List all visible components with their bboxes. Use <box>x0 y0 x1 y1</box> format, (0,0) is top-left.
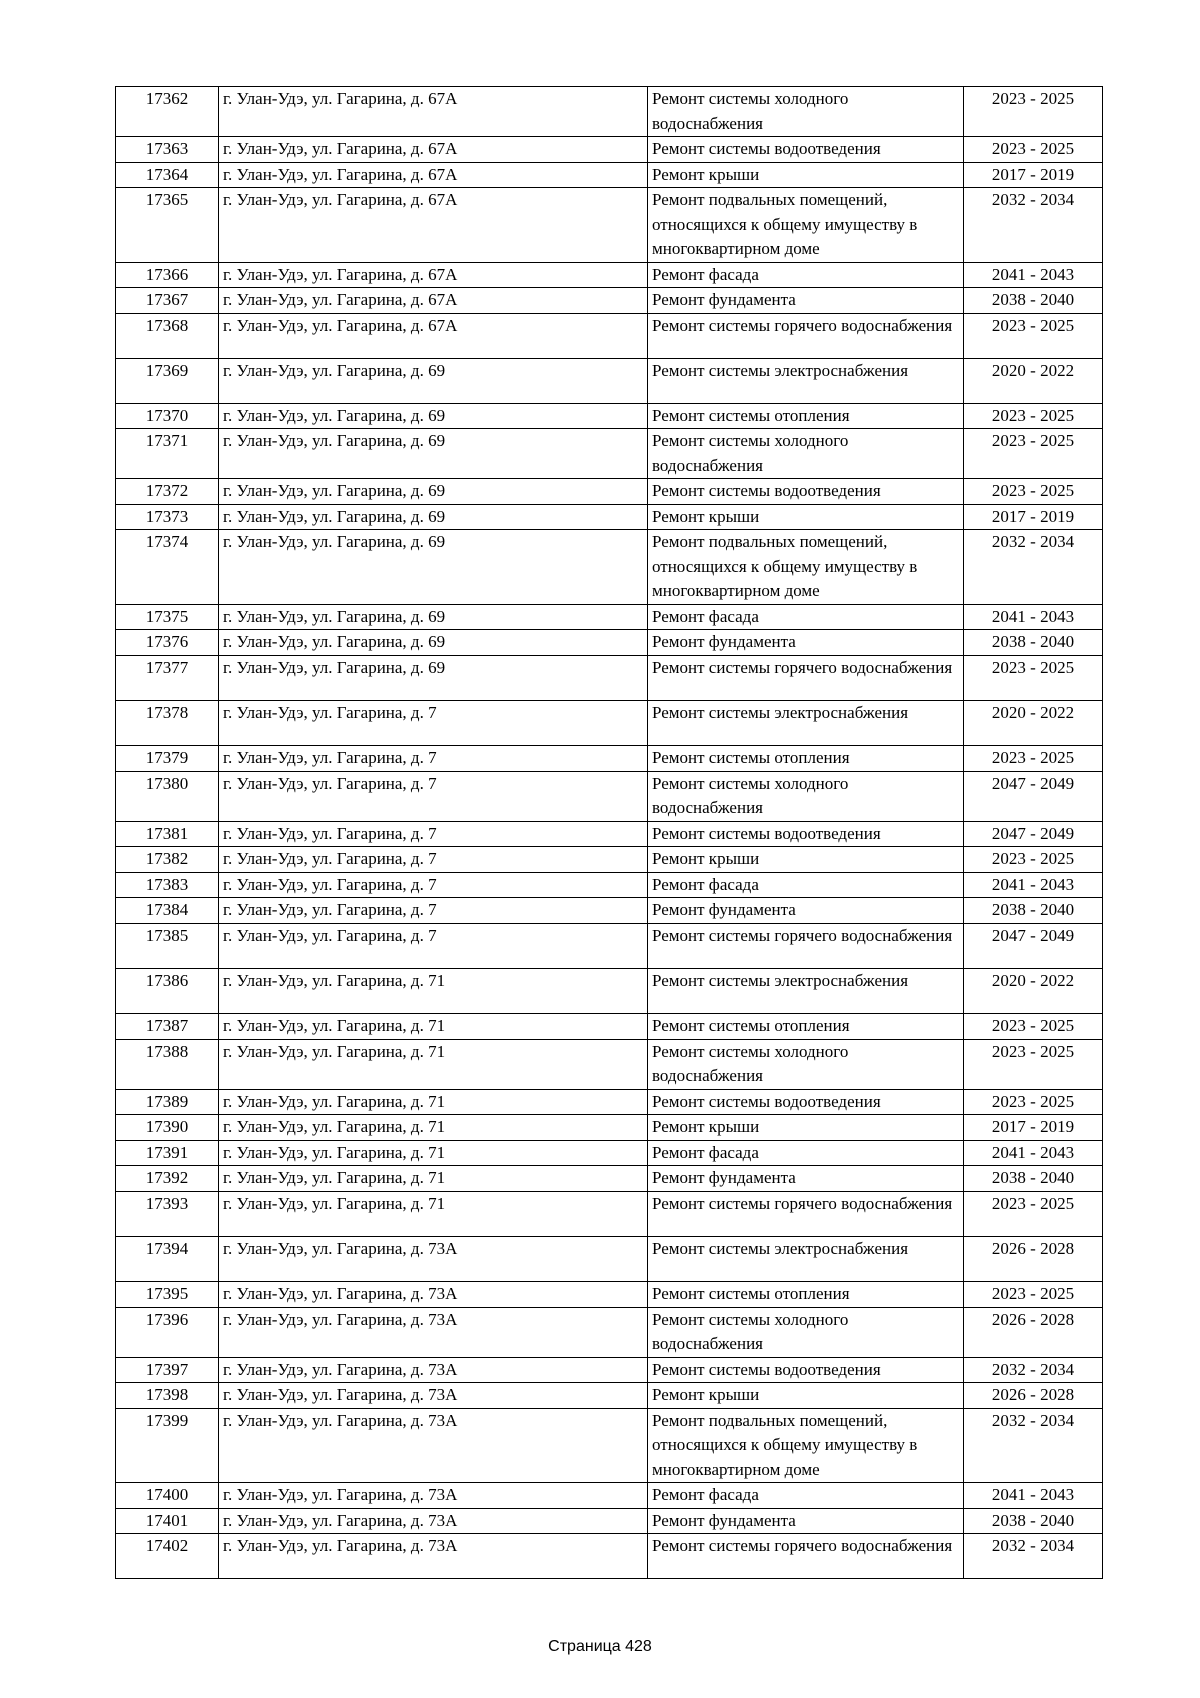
period-cell: 2017 - 2019 <box>964 504 1103 530</box>
work-type-cell: Ремонт фундамента <box>648 288 964 314</box>
row-number-cell: 17389 <box>116 1089 219 1115</box>
table-row <box>116 1483 1103 1509</box>
work-type-cell: Ремонт системы электроснабжения <box>648 358 964 403</box>
table-row <box>116 358 1103 403</box>
table-row <box>116 1166 1103 1192</box>
period-cell: 2026 - 2028 <box>964 1383 1103 1409</box>
row-number-cell: 17377 <box>116 655 219 700</box>
address-cell: г. Улан-Удэ, ул. Гагарина, д. 73А <box>219 1307 648 1357</box>
period-cell: 2023 - 2025 <box>964 1191 1103 1236</box>
row-number-cell: 17363 <box>116 137 219 163</box>
work-type-cell: Ремонт крыши <box>648 847 964 873</box>
table-row <box>116 1191 1103 1236</box>
address-cell: г. Улан-Удэ, ул. Гагарина, д. 71 <box>219 1039 648 1089</box>
work-type-cell: Ремонт системы горячего водоснабжения <box>648 655 964 700</box>
row-number-cell: 17383 <box>116 872 219 898</box>
work-type-cell: Ремонт системы горячего водоснабжения <box>648 313 964 358</box>
table-row <box>116 746 1103 772</box>
address-cell: г. Улан-Удэ, ул. Гагарина, д. 7 <box>219 898 648 924</box>
period-cell: 2032 - 2034 <box>964 1357 1103 1383</box>
period-cell: 2023 - 2025 <box>964 1014 1103 1040</box>
table-row <box>116 847 1103 873</box>
address-cell: г. Улан-Удэ, ул. Гагарина, д. 69 <box>219 358 648 403</box>
table-row <box>116 530 1103 605</box>
address-cell: г. Улан-Удэ, ул. Гагарина, д. 73А <box>219 1508 648 1534</box>
work-type-cell: Ремонт фундамента <box>648 898 964 924</box>
table-row <box>116 1140 1103 1166</box>
row-number-cell: 17399 <box>116 1408 219 1483</box>
period-cell: 2041 - 2043 <box>964 872 1103 898</box>
table-row <box>116 504 1103 530</box>
registry-table-body <box>116 87 1103 1579</box>
row-number-cell: 17373 <box>116 504 219 530</box>
address-cell: г. Улан-Удэ, ул. Гагарина, д. 71 <box>219 1089 648 1115</box>
address-cell: г. Улан-Удэ, ул. Гагарина, д. 69 <box>219 604 648 630</box>
table-row <box>116 1508 1103 1534</box>
work-type-cell: Ремонт системы водоотведения <box>648 821 964 847</box>
period-cell: 2047 - 2049 <box>964 923 1103 968</box>
row-number-cell: 17392 <box>116 1166 219 1192</box>
row-number-cell: 17385 <box>116 923 219 968</box>
work-type-cell: Ремонт системы электроснабжения <box>648 1236 964 1281</box>
registry-table <box>115 86 1103 1579</box>
period-cell: 2032 - 2034 <box>964 1408 1103 1483</box>
row-number-cell: 17395 <box>116 1282 219 1308</box>
work-type-cell: Ремонт фасада <box>648 1140 964 1166</box>
table-row <box>116 87 1103 137</box>
row-number-cell: 17388 <box>116 1039 219 1089</box>
row-number-cell: 17372 <box>116 479 219 505</box>
work-type-cell: Ремонт системы отопления <box>648 746 964 772</box>
table-row <box>116 701 1103 746</box>
row-number-cell: 17401 <box>116 1508 219 1534</box>
work-type-cell: Ремонт подвальных помещений, относящихся к общему имуществу в многоквартирном доме <box>648 530 964 605</box>
row-number-cell: 17368 <box>116 313 219 358</box>
row-number-cell: 17382 <box>116 847 219 873</box>
address-cell: г. Улан-Удэ, ул. Гагарина, д. 7 <box>219 746 648 772</box>
row-number-cell: 17380 <box>116 771 219 821</box>
address-cell: г. Улан-Удэ, ул. Гагарина, д. 7 <box>219 872 648 898</box>
table-row <box>116 162 1103 188</box>
row-number-cell: 17375 <box>116 604 219 630</box>
period-cell: 2023 - 2025 <box>964 403 1103 429</box>
work-type-cell: Ремонт системы электроснабжения <box>648 701 964 746</box>
table-row <box>116 137 1103 163</box>
address-cell: г. Улан-Удэ, ул. Гагарина, д. 67А <box>219 288 648 314</box>
table-row <box>116 630 1103 656</box>
period-cell: 2023 - 2025 <box>964 429 1103 479</box>
work-type-cell: Ремонт системы водоотведения <box>648 479 964 505</box>
period-cell: 2047 - 2049 <box>964 821 1103 847</box>
address-cell: г. Улан-Удэ, ул. Гагарина, д. 73А <box>219 1408 648 1483</box>
address-cell: г. Улан-Удэ, ул. Гагарина, д. 71 <box>219 1191 648 1236</box>
table-row <box>116 1115 1103 1141</box>
period-cell: 2023 - 2025 <box>964 313 1103 358</box>
period-cell: 2023 - 2025 <box>964 746 1103 772</box>
table-row <box>116 923 1103 968</box>
period-cell: 2017 - 2019 <box>964 1115 1103 1141</box>
work-type-cell: Ремонт фасада <box>648 872 964 898</box>
address-cell: г. Улан-Удэ, ул. Гагарина, д. 71 <box>219 1014 648 1040</box>
work-type-cell: Ремонт фундамента <box>648 1508 964 1534</box>
work-type-cell: Ремонт крыши <box>648 162 964 188</box>
table-row <box>116 1383 1103 1409</box>
work-type-cell: Ремонт системы водоотведения <box>648 1089 964 1115</box>
table-row <box>116 288 1103 314</box>
row-number-cell: 17362 <box>116 87 219 137</box>
work-type-cell: Ремонт системы электроснабжения <box>648 968 964 1013</box>
row-number-cell: 17402 <box>116 1534 219 1579</box>
period-cell: 2038 - 2040 <box>964 1166 1103 1192</box>
address-cell: г. Улан-Удэ, ул. Гагарина, д. 67А <box>219 87 648 137</box>
table-row <box>116 872 1103 898</box>
address-cell: г. Улан-Удэ, ул. Гагарина, д. 67А <box>219 137 648 163</box>
period-cell: 2017 - 2019 <box>964 162 1103 188</box>
address-cell: г. Улан-Удэ, ул. Гагарина, д. 67А <box>219 162 648 188</box>
table-row <box>116 262 1103 288</box>
row-number-cell: 17371 <box>116 429 219 479</box>
row-number-cell: 17387 <box>116 1014 219 1040</box>
table-row <box>116 1039 1103 1089</box>
address-cell: г. Улан-Удэ, ул. Гагарина, д. 7 <box>219 821 648 847</box>
period-cell: 2038 - 2040 <box>964 1508 1103 1534</box>
work-type-cell: Ремонт подвальных помещений, относящихся к общему имуществу в многоквартирном доме <box>648 1408 964 1483</box>
row-number-cell: 17384 <box>116 898 219 924</box>
address-cell: г. Улан-Удэ, ул. Гагарина, д. 69 <box>219 479 648 505</box>
row-number-cell: 17369 <box>116 358 219 403</box>
work-type-cell: Ремонт системы водоотведения <box>648 1357 964 1383</box>
address-cell: г. Улан-Удэ, ул. Гагарина, д. 7 <box>219 771 648 821</box>
table-row <box>116 1282 1103 1308</box>
work-type-cell: Ремонт системы холодного водоснабжения <box>648 1307 964 1357</box>
period-cell: 2032 - 2034 <box>964 1534 1103 1579</box>
work-type-cell: Ремонт системы горячего водоснабжения <box>648 923 964 968</box>
period-cell: 2023 - 2025 <box>964 1089 1103 1115</box>
address-cell: г. Улан-Удэ, ул. Гагарина, д. 67А <box>219 313 648 358</box>
work-type-cell: Ремонт крыши <box>648 1115 964 1141</box>
row-number-cell: 17365 <box>116 188 219 263</box>
row-number-cell: 17390 <box>116 1115 219 1141</box>
table-row <box>116 479 1103 505</box>
table-row <box>116 1357 1103 1383</box>
work-type-cell: Ремонт системы отопления <box>648 403 964 429</box>
period-cell: 2023 - 2025 <box>964 847 1103 873</box>
row-number-cell: 17393 <box>116 1191 219 1236</box>
address-cell: г. Улан-Удэ, ул. Гагарина, д. 71 <box>219 968 648 1013</box>
work-type-cell: Ремонт фасада <box>648 604 964 630</box>
period-cell: 2023 - 2025 <box>964 137 1103 163</box>
work-type-cell: Ремонт системы водоотведения <box>648 137 964 163</box>
address-cell: г. Улан-Удэ, ул. Гагарина, д. 69 <box>219 504 648 530</box>
work-type-cell: Ремонт системы отопления <box>648 1014 964 1040</box>
page-number: Страница 428 <box>548 1638 652 1655</box>
period-cell: 2038 - 2040 <box>964 898 1103 924</box>
row-number-cell: 17391 <box>116 1140 219 1166</box>
address-cell: г. Улан-Удэ, ул. Гагарина, д. 69 <box>219 630 648 656</box>
address-cell: г. Улан-Удэ, ул. Гагарина, д. 71 <box>219 1140 648 1166</box>
work-type-cell: Ремонт системы горячего водоснабжения <box>648 1534 964 1579</box>
row-number-cell: 17397 <box>116 1357 219 1383</box>
period-cell: 2026 - 2028 <box>964 1236 1103 1281</box>
work-type-cell: Ремонт фасада <box>648 1483 964 1509</box>
table-row <box>116 898 1103 924</box>
work-type-cell: Ремонт системы горячего водоснабжения <box>648 1191 964 1236</box>
row-number-cell: 17378 <box>116 701 219 746</box>
work-type-cell: Ремонт системы холодного водоснабжения <box>648 1039 964 1089</box>
row-number-cell: 17376 <box>116 630 219 656</box>
row-number-cell: 17398 <box>116 1383 219 1409</box>
address-cell: г. Улан-Удэ, ул. Гагарина, д. 69 <box>219 429 648 479</box>
row-number-cell: 17367 <box>116 288 219 314</box>
row-number-cell: 17396 <box>116 1307 219 1357</box>
period-cell: 2041 - 2043 <box>964 604 1103 630</box>
address-cell: г. Улан-Удэ, ул. Гагарина, д. 73А <box>219 1236 648 1281</box>
row-number-cell: 17394 <box>116 1236 219 1281</box>
table-row <box>116 1014 1103 1040</box>
address-cell: г. Улан-Удэ, ул. Гагарина, д. 69 <box>219 530 648 605</box>
period-cell: 2020 - 2022 <box>964 358 1103 403</box>
address-cell: г. Улан-Удэ, ул. Гагарина, д. 73А <box>219 1357 648 1383</box>
work-type-cell: Ремонт фундамента <box>648 1166 964 1192</box>
address-cell: г. Улан-Удэ, ул. Гагарина, д. 7 <box>219 923 648 968</box>
work-type-cell: Ремонт крыши <box>648 1383 964 1409</box>
period-cell: 2041 - 2043 <box>964 1483 1103 1509</box>
work-type-cell: Ремонт системы холодного водоснабжения <box>648 87 964 137</box>
period-cell: 2023 - 2025 <box>964 1039 1103 1089</box>
period-cell: 2023 - 2025 <box>964 87 1103 137</box>
table-row <box>116 188 1103 263</box>
row-number-cell: 17400 <box>116 1483 219 1509</box>
address-cell: г. Улан-Удэ, ул. Гагарина, д. 67А <box>219 188 648 263</box>
row-number-cell: 17386 <box>116 968 219 1013</box>
period-cell: 2023 - 2025 <box>964 655 1103 700</box>
period-cell: 2032 - 2034 <box>964 530 1103 605</box>
table-row <box>116 821 1103 847</box>
period-cell: 2041 - 2043 <box>964 1140 1103 1166</box>
work-type-cell: Ремонт системы холодного водоснабжения <box>648 771 964 821</box>
address-cell: г. Улан-Удэ, ул. Гагарина, д. 69 <box>219 403 648 429</box>
period-cell: 2023 - 2025 <box>964 479 1103 505</box>
address-cell: г. Улан-Удэ, ул. Гагарина, д. 67А <box>219 262 648 288</box>
work-type-cell: Ремонт фундамента <box>648 630 964 656</box>
address-cell: г. Улан-Удэ, ул. Гагарина, д. 71 <box>219 1115 648 1141</box>
period-cell: 2041 - 2043 <box>964 262 1103 288</box>
table-row <box>116 1534 1103 1579</box>
table-row <box>116 1307 1103 1357</box>
table-row <box>116 1236 1103 1281</box>
period-cell: 2020 - 2022 <box>964 968 1103 1013</box>
table-row <box>116 771 1103 821</box>
table-row <box>116 1408 1103 1483</box>
row-number-cell: 17374 <box>116 530 219 605</box>
row-number-cell: 17364 <box>116 162 219 188</box>
address-cell: г. Улан-Удэ, ул. Гагарина, д. 69 <box>219 655 648 700</box>
period-cell: 2032 - 2034 <box>964 188 1103 263</box>
row-number-cell: 17379 <box>116 746 219 772</box>
period-cell: 2038 - 2040 <box>964 288 1103 314</box>
table-row <box>116 604 1103 630</box>
address-cell: г. Улан-Удэ, ул. Гагарина, д. 71 <box>219 1166 648 1192</box>
table-row <box>116 968 1103 1013</box>
period-cell: 2020 - 2022 <box>964 701 1103 746</box>
table-row <box>116 313 1103 358</box>
work-type-cell: Ремонт системы отопления <box>648 1282 964 1308</box>
period-cell: 2038 - 2040 <box>964 630 1103 656</box>
period-cell: 2047 - 2049 <box>964 771 1103 821</box>
address-cell: г. Улан-Удэ, ул. Гагарина, д. 73А <box>219 1534 648 1579</box>
address-cell: г. Улан-Удэ, ул. Гагарина, д. 7 <box>219 701 648 746</box>
work-type-cell: Ремонт подвальных помещений, относящихся к общему имуществу в многоквартирном доме <box>648 188 964 263</box>
row-number-cell: 17370 <box>116 403 219 429</box>
table-row <box>116 403 1103 429</box>
table-row <box>116 1089 1103 1115</box>
address-cell: г. Улан-Удэ, ул. Гагарина, д. 73А <box>219 1383 648 1409</box>
address-cell: г. Улан-Удэ, ул. Гагарина, д. 7 <box>219 847 648 873</box>
row-number-cell: 17381 <box>116 821 219 847</box>
address-cell: г. Улан-Удэ, ул. Гагарина, д. 73А <box>219 1282 648 1308</box>
address-cell: г. Улан-Удэ, ул. Гагарина, д. 73А <box>219 1483 648 1509</box>
period-cell: 2026 - 2028 <box>964 1307 1103 1357</box>
work-type-cell: Ремонт крыши <box>648 504 964 530</box>
work-type-cell: Ремонт системы холодного водоснабжения <box>648 429 964 479</box>
table-row <box>116 655 1103 700</box>
table-row <box>116 429 1103 479</box>
work-type-cell: Ремонт фасада <box>648 262 964 288</box>
period-cell: 2023 - 2025 <box>964 1282 1103 1308</box>
row-number-cell: 17366 <box>116 262 219 288</box>
